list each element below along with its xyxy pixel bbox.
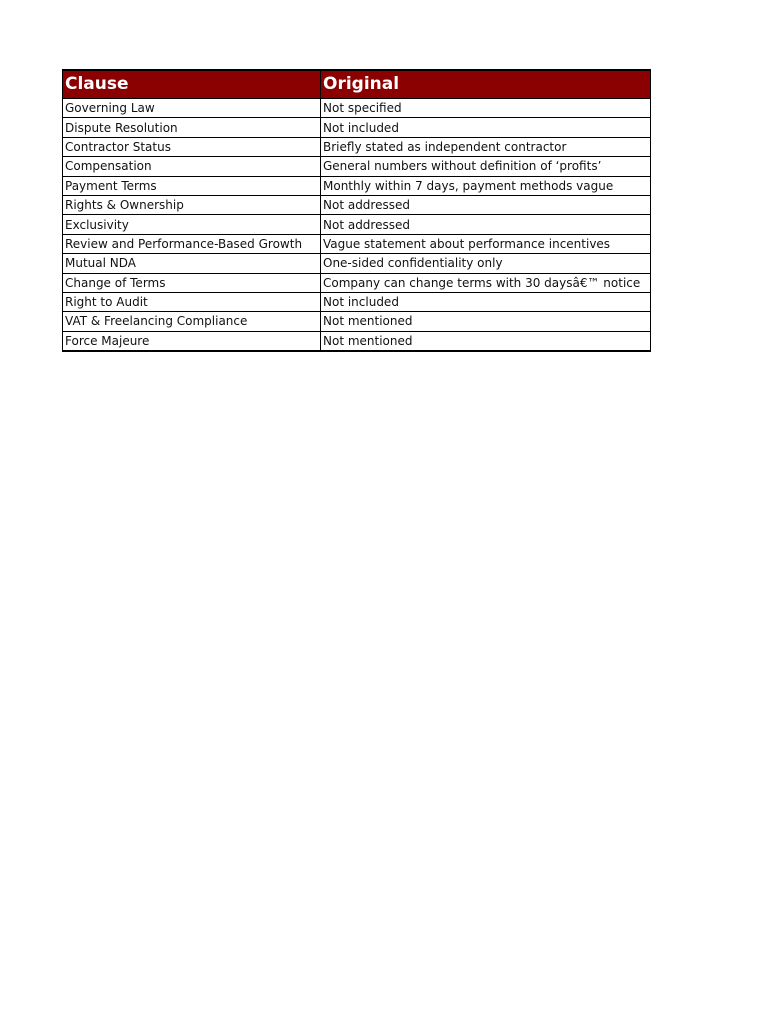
clause-cell: Change of Terms bbox=[63, 273, 321, 292]
original-cell: Not mentioned bbox=[321, 331, 651, 351]
original-cell: Not addressed bbox=[321, 215, 651, 234]
column-header-clause: Clause bbox=[63, 70, 321, 99]
contract-comparison-sheet bbox=[62, 69, 650, 352]
table-row bbox=[63, 176, 651, 195]
table-row bbox=[63, 118, 651, 137]
table-row bbox=[63, 234, 651, 253]
original-cell: Monthly within 7 days, payment methods vague bbox=[321, 176, 651, 195]
original-cell: Not addressed bbox=[321, 195, 651, 214]
original-cell: Company can change terms with 30 daysâ€™ notice bbox=[321, 273, 651, 292]
table-body bbox=[63, 99, 651, 352]
clause-cell: VAT & Freelancing Compliance bbox=[63, 312, 321, 331]
original-cell: One-sided confidentiality only bbox=[321, 254, 651, 273]
original-cell: Not included bbox=[321, 118, 651, 137]
table-row bbox=[63, 195, 651, 214]
clause-cell: Payment Terms bbox=[63, 176, 321, 195]
clause-cell: Review and Performance-Based Growth bbox=[63, 234, 321, 253]
table-row bbox=[63, 331, 651, 351]
table-header-row bbox=[63, 70, 651, 99]
clause-cell: Contractor Status bbox=[63, 137, 321, 156]
table-row bbox=[63, 137, 651, 156]
clause-cell: Rights & Ownership bbox=[63, 195, 321, 214]
clause-cell: Force Majeure bbox=[63, 331, 321, 351]
clause-cell: Governing Law bbox=[63, 99, 321, 118]
table-row bbox=[63, 254, 651, 273]
original-cell: Vague statement about performance incentives bbox=[321, 234, 651, 253]
clause-cell: Right to Audit bbox=[63, 292, 321, 311]
original-cell: General numbers without definition of ‘profits’ bbox=[321, 157, 651, 176]
table-row bbox=[63, 99, 651, 118]
original-cell: Not included bbox=[321, 292, 651, 311]
table-row bbox=[63, 273, 651, 292]
clause-table bbox=[62, 69, 651, 352]
table-row bbox=[63, 292, 651, 311]
clause-cell: Exclusivity bbox=[63, 215, 321, 234]
original-cell: Briefly stated as independent contractor bbox=[321, 137, 651, 156]
original-cell: Not specified bbox=[321, 99, 651, 118]
table-row bbox=[63, 157, 651, 176]
clause-cell: Dispute Resolution bbox=[63, 118, 321, 137]
table-row bbox=[63, 312, 651, 331]
table-row bbox=[63, 215, 651, 234]
clause-cell: Mutual NDA bbox=[63, 254, 321, 273]
column-header-original: Original bbox=[321, 70, 651, 99]
original-cell: Not mentioned bbox=[321, 312, 651, 331]
clause-cell: Compensation bbox=[63, 157, 321, 176]
